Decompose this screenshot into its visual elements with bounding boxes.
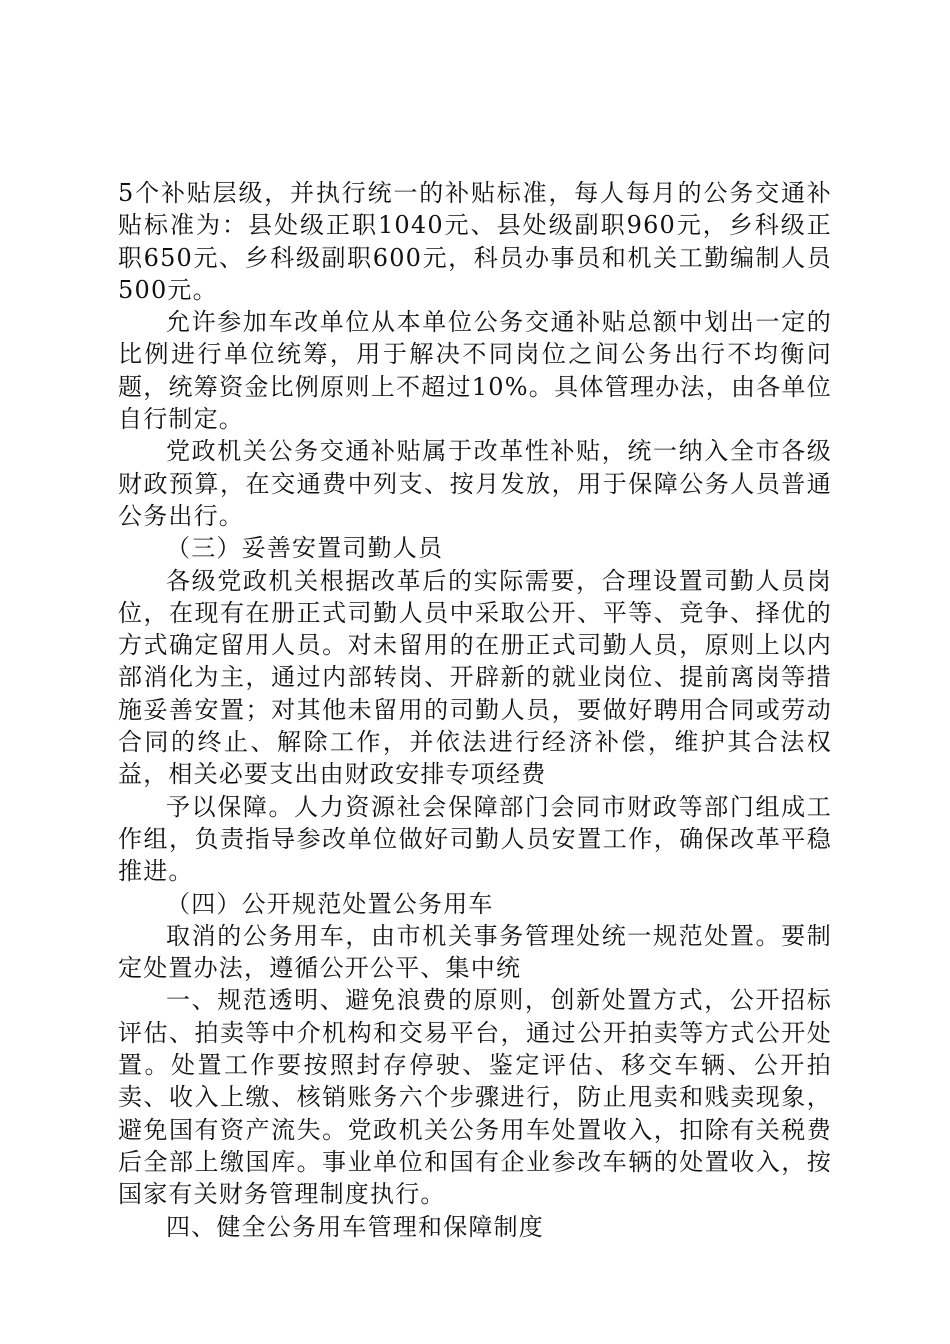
section-heading-four: 四、健全公务用车管理和保障制度 (166, 1212, 544, 1241)
paragraph-driver-placement: 各级党政机关根据改革后的实际需要，合理设置司勤人员岗位，在现有在册正式司勤人员中采取公开、平等、竞争、择优的方式确定留用人员。对未留用的在册正式司勤人员，原则上以内部消化为主，通过内部转岗、开辟新的就业岗位、提前离岗等措施妥善安置；对其他未留用的司勤人员，要做好聘用合同或劳动合同的终止、解除工作，并依法进行经济补偿，维护其合法权益，相关必要支出由财政安排专项经费 (118, 566, 832, 789)
paragraph-guarantee: 予以保障。人力资源社会保障部门会同市财政等部门组成工作组，负责指导参改单位做好司勤人员安置工作，确保改革平稳推进。 (118, 792, 832, 886)
paragraph-subsidy-budget: 党政机关公务交通补贴属于改革性补贴，统一纳入全市各级财政预算，在交通费中列支、按月发放，用于保障公务人员普通公务出行。 (118, 437, 832, 530)
paragraph-vehicle-disposal: 取消的公务用车，由市机关事务管理处统一规范处置。要制定处置办法，遵循公开公平、集中统 (118, 921, 832, 983)
paragraph-subsidy-levels: 5个补贴层级，并执行统一的补贴标准，每人每月的公务交通补贴标准为：县处级正职1040元、县处级副职960元，乡科级正职650元、乡科级副职600元，科员办事员和机关工勤编制人员500元。 (118, 179, 832, 304)
section-heading-3: （三）妥善安置司勤人员 (166, 534, 444, 563)
paragraph-disposal-principles: 一、规范透明、避免浪费的原则，创新处置方式，公开招标评估、拍卖等中介机构和交易平台，通过公开拍卖等方式公开处置。处置工作要按照封存停驶、鉴定评估、移交车辆、公开拍卖、收入上缴、核销账务六个步骤进行，防止甩卖和贱卖现象，避免国有资产流失。党政机关公务用车处置收入，扣除有关税费后全部上缴国库。事业单位和国有企业参改车辆的处置收入，按国家有关财务管理制度执行。 (118, 986, 832, 1209)
section-heading-4: （四）公开规范处置公务用车 (166, 889, 494, 918)
paragraph-unit-pooling: 允许参加车改单位从本单位公务交通补贴总额中划出一定的比例进行单位统筹，用于解决不同岗位之间公务出行不均衡问题，统筹资金比例原则上不超过10%。具体管理办法，由各单位自行制定。 (118, 308, 832, 434)
document-body (118, 177, 832, 1243)
